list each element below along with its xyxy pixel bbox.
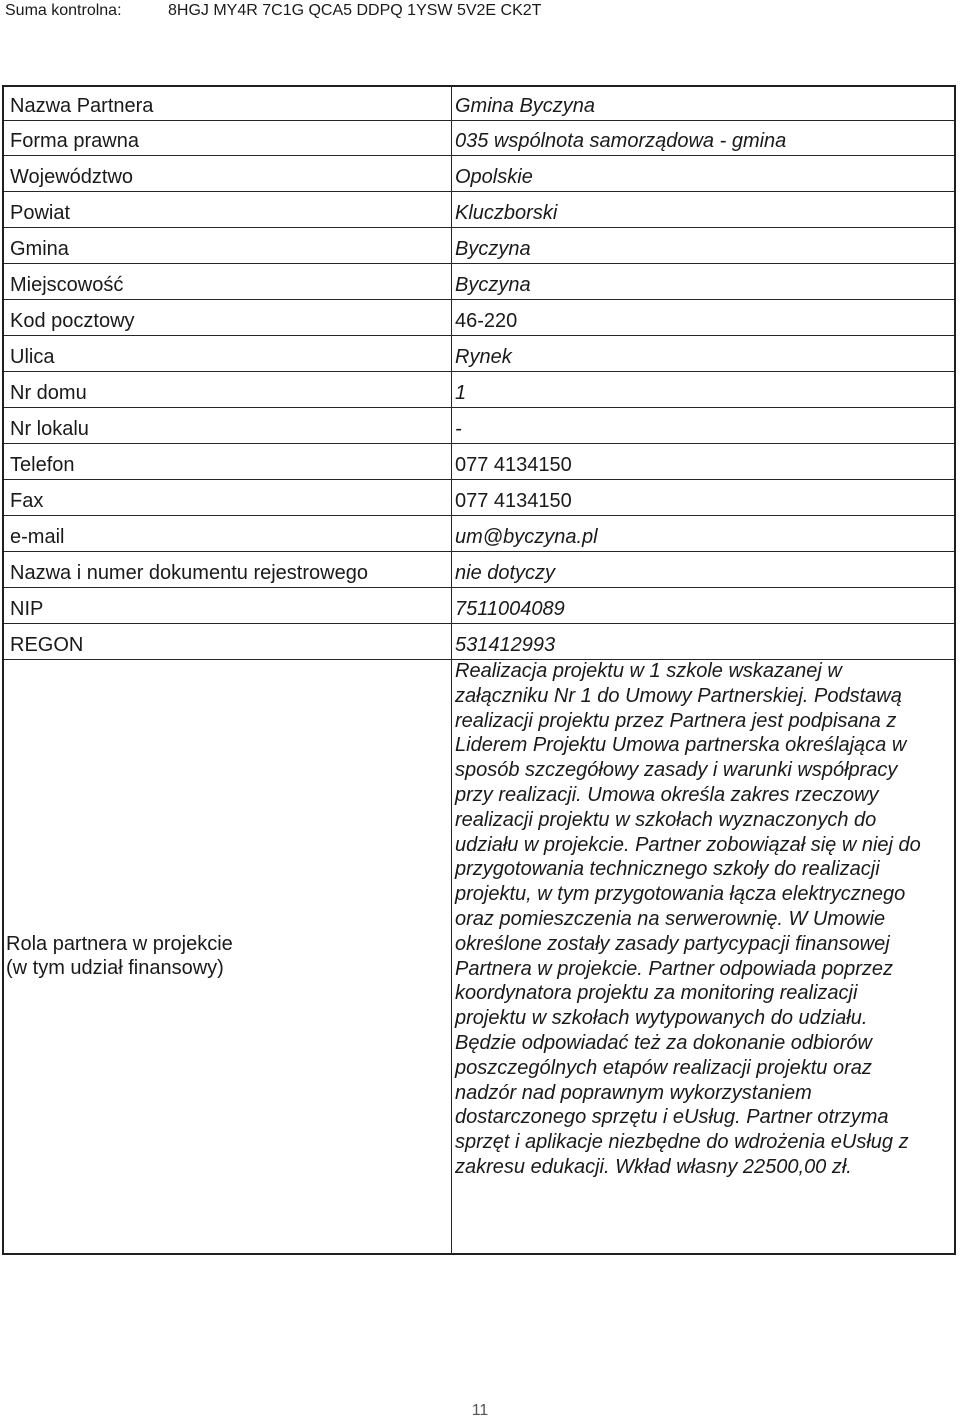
role-text-line: określone zostały zasady partycypacji finansowej <box>455 932 890 955</box>
value-registration-document: nie dotyczy <box>455 562 556 584</box>
role-text-line: nadzór nad poprawnym wykorzystaniem <box>455 1081 812 1104</box>
role-text-line: realizacji projektu przez Partnera jest podpisana z <box>455 709 897 732</box>
row-legal-form <box>4 121 954 156</box>
row-fax <box>4 480 954 516</box>
row-registration-document <box>4 552 954 588</box>
label-voivodeship: Województwo <box>10 166 134 188</box>
value-fax: 077 4134150 <box>455 490 572 512</box>
row-county <box>4 192 954 228</box>
role-text-line: Będzie odpowiadać też za dokonanie odbiorów <box>455 1031 872 1054</box>
role-text-line: przygotowania technicznego szkoły do realizacji <box>455 858 880 881</box>
value-legal-form: 035 wspólnota samorządowa - gmina <box>455 130 787 152</box>
role-text-line: zakresu edukacji. Wkład własny 22500,00 zł. <box>455 1155 852 1178</box>
row-postal-code <box>4 300 954 336</box>
row-regon <box>4 624 954 660</box>
label-legal-form: Forma prawna <box>10 130 139 152</box>
label-regon: REGON <box>10 634 84 656</box>
row-partner-name <box>4 87 954 121</box>
row-nip <box>4 588 954 624</box>
role-text-line: przy realizacji. Umowa określa zakres rzeczowy <box>455 783 879 806</box>
label-house-number: Nr domu <box>10 382 87 404</box>
role-text-line: sprzęt i aplikacje niezbędne do wdrożenia eUsług z <box>455 1131 909 1154</box>
value-voivodeship: Opolskie <box>455 166 533 188</box>
row-voivodeship <box>4 156 954 192</box>
checksum-label: Suma kontrolna: <box>5 2 122 19</box>
value-partner-role <box>455 659 955 1180</box>
label-partner-role-line2: (w tym udział finansowy) <box>6 957 224 979</box>
role-text-line: udziału w projekcie. Partner zobowiązał się w niej do <box>455 833 921 856</box>
role-text-line: Partnera w projekcie. Partner odpowiada poprzez <box>455 957 894 980</box>
checksum-header <box>5 0 541 22</box>
checksum-value: 8HGJ MY4R 7C1G QCA5 DDPQ 1YSW 5V2E CK2T <box>168 2 542 19</box>
value-county: Kluczborski <box>455 202 558 224</box>
value-partner-name: Gmina Byczyna <box>455 95 596 117</box>
row-house-number <box>4 372 954 408</box>
label-partner-role-line1: Rola partnera w projekcie <box>6 933 233 955</box>
value-postal-code: 46-220 <box>455 310 518 332</box>
label-registration-document: Nazwa i numer dokumentu rejestrowego <box>10 562 368 584</box>
page-number: 11 <box>471 1402 489 1419</box>
row-email <box>4 516 954 552</box>
role-text-line: projektu w szkołach wytypowanych do udziału. <box>455 1007 868 1030</box>
label-locality: Miejscowość <box>10 274 124 296</box>
column-divider <box>451 87 452 1253</box>
label-street: Ulica <box>10 346 55 368</box>
label-fax: Fax <box>10 490 44 512</box>
role-text-line: Realizacja projektu w 1 szkole wskazanej w <box>455 660 842 682</box>
value-apartment-number: - <box>455 418 462 440</box>
role-text-line: dostarczonego sprzętu i eUsług. Partner otrzyma <box>455 1106 889 1129</box>
value-email: um@byczyna.pl <box>455 526 598 548</box>
value-street: Rynek <box>455 346 512 368</box>
row-commune <box>4 228 954 264</box>
row-phone <box>4 444 954 480</box>
role-text-line: koordynatora projektu za monitoring realizacji <box>455 982 858 1005</box>
label-commune: Gmina <box>10 238 69 260</box>
role-text-line: poszczególnych etapów realizacji projektu oraz <box>455 1056 872 1079</box>
value-nip: 7511004089 <box>455 598 565 620</box>
label-nip: NIP <box>10 598 44 620</box>
label-phone: Telefon <box>10 454 75 476</box>
role-text-line: sposób szczegółowy zasady i warunki współpracy <box>455 759 898 782</box>
row-locality <box>4 264 954 300</box>
row-apartment-number <box>4 408 954 444</box>
value-house-number: 1 <box>455 382 467 404</box>
label-partner-role <box>6 932 406 980</box>
value-commune: Byczyna <box>455 238 531 260</box>
label-postal-code: Kod pocztowy <box>10 310 135 332</box>
label-partner-name: Nazwa Partnera <box>10 95 154 117</box>
role-text-line: oraz pomieszczenia na serwerownię. W Umowie <box>455 907 886 930</box>
label-county: Powiat <box>10 202 71 224</box>
role-text-line: załączniku Nr 1 do Umowy Partnerskiej. Podstawą <box>455 684 902 707</box>
role-text-line: Liderem Projektu Umowa partnerska określająca w <box>455 734 907 757</box>
value-phone: 077 4134150 <box>455 454 572 476</box>
role-text-line: projektu, w tym przygotowania łącza elektrycznego <box>455 883 906 906</box>
role-text-line: realizacji projektu w szkołach wyznaczonych do <box>455 808 877 831</box>
value-regon: 531412993 <box>455 634 556 656</box>
row-street <box>4 336 954 372</box>
label-email: e-mail <box>10 526 65 548</box>
label-apartment-number: Nr lokalu <box>10 418 89 440</box>
value-locality: Byczyna <box>455 274 531 296</box>
